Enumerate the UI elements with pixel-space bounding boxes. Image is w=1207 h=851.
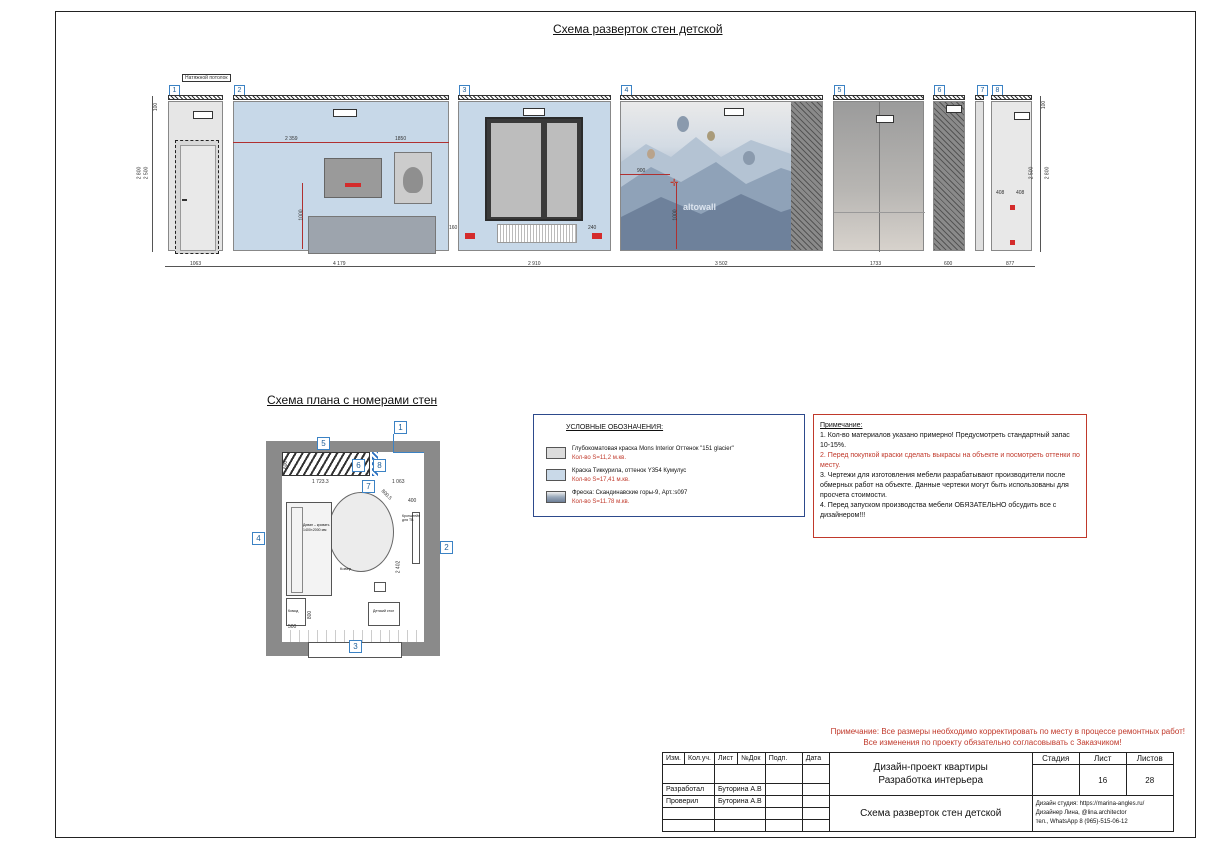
dim-w3-right: 240 bbox=[588, 225, 597, 231]
plan-dim-1: 1 723.3 bbox=[312, 479, 329, 485]
wall-2-panel bbox=[233, 101, 449, 251]
dim-w2-left: 2 359 bbox=[285, 136, 298, 142]
legend-item-name: Краска Тиккурила, оттенок Y354 Кумулус bbox=[572, 468, 687, 474]
wall-8-panel bbox=[991, 101, 1035, 251]
ceiling-hatch-5 bbox=[833, 95, 924, 100]
legend-item-name: Фреска: Скандинавские горы-9, Арт.:s097 bbox=[572, 490, 688, 496]
project-name: Дизайн-проект квартиры bbox=[873, 762, 988, 773]
swatch-glacier bbox=[546, 447, 566, 459]
stamp-header: №Док bbox=[738, 753, 766, 765]
plan-wall-2: 2 bbox=[440, 541, 453, 554]
wall-label-4: 4 bbox=[621, 85, 632, 96]
plan-dim-6: 800 bbox=[307, 610, 314, 620]
stage-header: Стадия bbox=[1032, 753, 1079, 765]
note-line: 1. Кол-во материалов указано примерно! Предусмотреть стандартный запас 10-15%. bbox=[820, 432, 1070, 449]
plan-wall-4: 4 bbox=[252, 532, 265, 545]
plan-dim-3: 400 bbox=[408, 498, 417, 504]
stamp-header: Лист bbox=[714, 753, 737, 765]
dim-w8-b: 408 bbox=[1016, 190, 1025, 196]
width-wall-2: 4 179 bbox=[333, 261, 346, 267]
studio-line: Дизайн студия: https://marina-angles.ru/ bbox=[1035, 801, 1145, 807]
wall-picture bbox=[394, 152, 432, 204]
ceiling-hatch-4 bbox=[620, 95, 823, 100]
sheet-name: Схема разверток стен детской bbox=[829, 796, 1032, 832]
wardrobe bbox=[833, 101, 924, 251]
plan-wall-6: 6 bbox=[352, 459, 365, 472]
door bbox=[175, 140, 219, 254]
ceiling-hatch-7 bbox=[975, 95, 984, 100]
plan-wall-7: 7 bbox=[362, 480, 375, 493]
dim-w2-right: 1850 bbox=[395, 136, 407, 142]
checker-label: Проверил bbox=[663, 796, 715, 808]
ceiling-hatch-3 bbox=[458, 95, 611, 100]
bottom-note-line2: Все изменения по проекту обязательно согласовывать с Заказчиком! bbox=[863, 738, 1122, 747]
ceiling-hatch-1 bbox=[168, 95, 223, 100]
socket-icon bbox=[1010, 240, 1015, 245]
wall-1-panel bbox=[168, 101, 223, 251]
height-dim-right: 2 500 bbox=[1028, 166, 1035, 180]
sheet-number: 16 bbox=[1079, 765, 1126, 796]
legend-item-qty: Кол-во S=17,41 м.кв. bbox=[572, 477, 630, 483]
ceiling-hatch-6 bbox=[933, 95, 965, 100]
plan-dim-7: 800.5 bbox=[379, 488, 393, 502]
rug bbox=[328, 492, 394, 572]
dresser-label: Комод bbox=[288, 609, 299, 613]
height-dim-right-total: 2 800 bbox=[1044, 166, 1051, 180]
wall-label-1: 1 bbox=[169, 85, 180, 96]
plan-wall-1: 1 bbox=[394, 421, 407, 434]
legend-item-qty: Кол-во S=11,2 м.кв. bbox=[572, 455, 626, 461]
socket-icon bbox=[465, 233, 475, 239]
width-wall-3: 2 910 bbox=[528, 261, 541, 267]
plan-title: Схема плана с номерами стен bbox=[267, 393, 438, 407]
chair bbox=[374, 582, 386, 592]
wall-label-3: 3 bbox=[459, 85, 470, 96]
wall-7-panel bbox=[975, 101, 984, 251]
window bbox=[485, 117, 583, 221]
page-title: Схема разверток стен детской bbox=[553, 22, 723, 36]
sofa bbox=[286, 502, 332, 596]
wall-label-8: 8 bbox=[992, 85, 1003, 96]
plan-floor bbox=[282, 452, 424, 642]
stamp-header: Дата bbox=[802, 753, 829, 765]
swatch-kumulus bbox=[546, 469, 566, 481]
radiator bbox=[497, 224, 577, 243]
note-line: 3. Чертежи для изготовления мебели разрабатывают производители после обмерных работ на объекте. Данные чертежи могут быть использованы для просчета стоимости. bbox=[820, 472, 1069, 499]
note-line: 2. Перед покупкой краски сделать выкрасы на объекте и посмотреть оттенки по месту. bbox=[820, 452, 1080, 469]
plan-dim-4: 2 402 bbox=[395, 560, 402, 574]
height-dim-total: 2 800 bbox=[136, 166, 143, 180]
sheet-header: Лист bbox=[1079, 753, 1126, 765]
wall-label-7: 7 bbox=[977, 85, 988, 96]
wallpaper-brand: altowall bbox=[683, 202, 717, 212]
door-handle-icon bbox=[182, 199, 187, 201]
studio-line: Дизайнер Лина, @lina.architector bbox=[1035, 810, 1127, 816]
wall-label-6: 6 bbox=[934, 85, 945, 96]
socket-icon bbox=[592, 233, 602, 239]
bear-icon bbox=[403, 167, 423, 193]
rug-label: Ковер bbox=[340, 566, 352, 571]
tv-label: Кронштейн для ТВ bbox=[402, 514, 421, 522]
plan-dim-0: 600 bbox=[283, 460, 290, 470]
note-box bbox=[813, 414, 1087, 538]
checker-name: Буторина А.В bbox=[714, 796, 765, 808]
wall-4-return bbox=[791, 102, 823, 251]
legend-item-name: Глубокоматовая краска Mons Interior Оттенок "151 glacier" bbox=[572, 446, 734, 452]
title-block bbox=[662, 752, 1174, 832]
desk-label: Детский стол bbox=[373, 609, 395, 613]
plan-wall-5: 5 bbox=[317, 437, 330, 450]
sheets-header: Листов bbox=[1126, 753, 1173, 765]
sheets-total: 28 bbox=[1126, 765, 1173, 796]
ceiling-hatch-2 bbox=[233, 95, 449, 100]
dim-w4-h: 1000 bbox=[672, 209, 679, 221]
width-wall-5: 1733 bbox=[870, 261, 882, 267]
wall-6-panel bbox=[933, 101, 965, 251]
desk bbox=[368, 602, 400, 626]
legend-item-qty: Кол-во S=11.78 м.кв. bbox=[572, 499, 630, 505]
height-dim-right-top: 100 bbox=[1041, 100, 1048, 110]
width-wall-4: 3 502 bbox=[715, 261, 728, 267]
bottom-note-line1: Примечание: Все размеры необходимо корректировать по месту в процессе ремонтных работ! bbox=[830, 727, 1185, 736]
stamp-header: Подп. bbox=[765, 753, 802, 765]
studio-line: тел., WhatsApp 8 (965)-515-06-12 bbox=[1035, 819, 1128, 825]
door-swing bbox=[393, 434, 424, 453]
stamp-header: Изм. bbox=[663, 753, 685, 765]
tv-panel bbox=[324, 158, 382, 198]
plan-dim-2: 1 063 bbox=[392, 479, 405, 485]
crosshair-icon: ✛ bbox=[670, 178, 679, 189]
socket-icon bbox=[1010, 205, 1015, 210]
stamp-header: Кол.уч. bbox=[685, 753, 715, 765]
plan-wall-3: 3 bbox=[349, 640, 362, 653]
width-wall-8: 877 bbox=[1006, 261, 1015, 267]
plan-wall-8: 8 bbox=[373, 459, 386, 472]
dim-w3-left: 160 bbox=[449, 225, 458, 231]
bottom-note bbox=[760, 726, 1185, 748]
width-wall-1: 1063 bbox=[190, 261, 202, 267]
developer-name: Буторина А.В bbox=[714, 784, 765, 796]
sofa-label: Диван – кровать 1400×2000 мм bbox=[303, 523, 330, 532]
legend-title: УСЛОВНЫЕ ОБОЗНАЧЕНИЯ: bbox=[566, 424, 664, 431]
dresser bbox=[286, 598, 306, 626]
dim-w4-left: 900 bbox=[637, 168, 646, 174]
note-title: Примечание: bbox=[820, 422, 863, 429]
legend bbox=[533, 414, 805, 517]
width-wall-6: 600 bbox=[944, 261, 953, 267]
wall-4-mural bbox=[620, 101, 823, 251]
ceiling-hatch-8 bbox=[991, 95, 1032, 100]
project-subtitle: Разработка интерьера bbox=[878, 775, 984, 786]
ceiling-tag: Натяжной потолок bbox=[182, 74, 231, 82]
wall-label-2: 2 bbox=[234, 85, 245, 96]
swatch-fresco bbox=[546, 491, 566, 503]
dim-w2-h: 1000 bbox=[298, 209, 305, 221]
plan-dim-5: 500 bbox=[288, 624, 297, 630]
height-dim-top: 100 bbox=[153, 102, 160, 112]
developer-label: Разработал bbox=[663, 784, 715, 796]
note-line: 4. Перед запуском производства мебели ОБЯЗАТЕЛЬНО обсудить все с дизайнером!!! bbox=[820, 502, 1057, 519]
height-dim-left: 2 500 bbox=[143, 166, 150, 180]
cabinet bbox=[308, 216, 436, 254]
dim-w8-a: 408 bbox=[996, 190, 1005, 196]
wall-label-5: 5 bbox=[834, 85, 845, 96]
